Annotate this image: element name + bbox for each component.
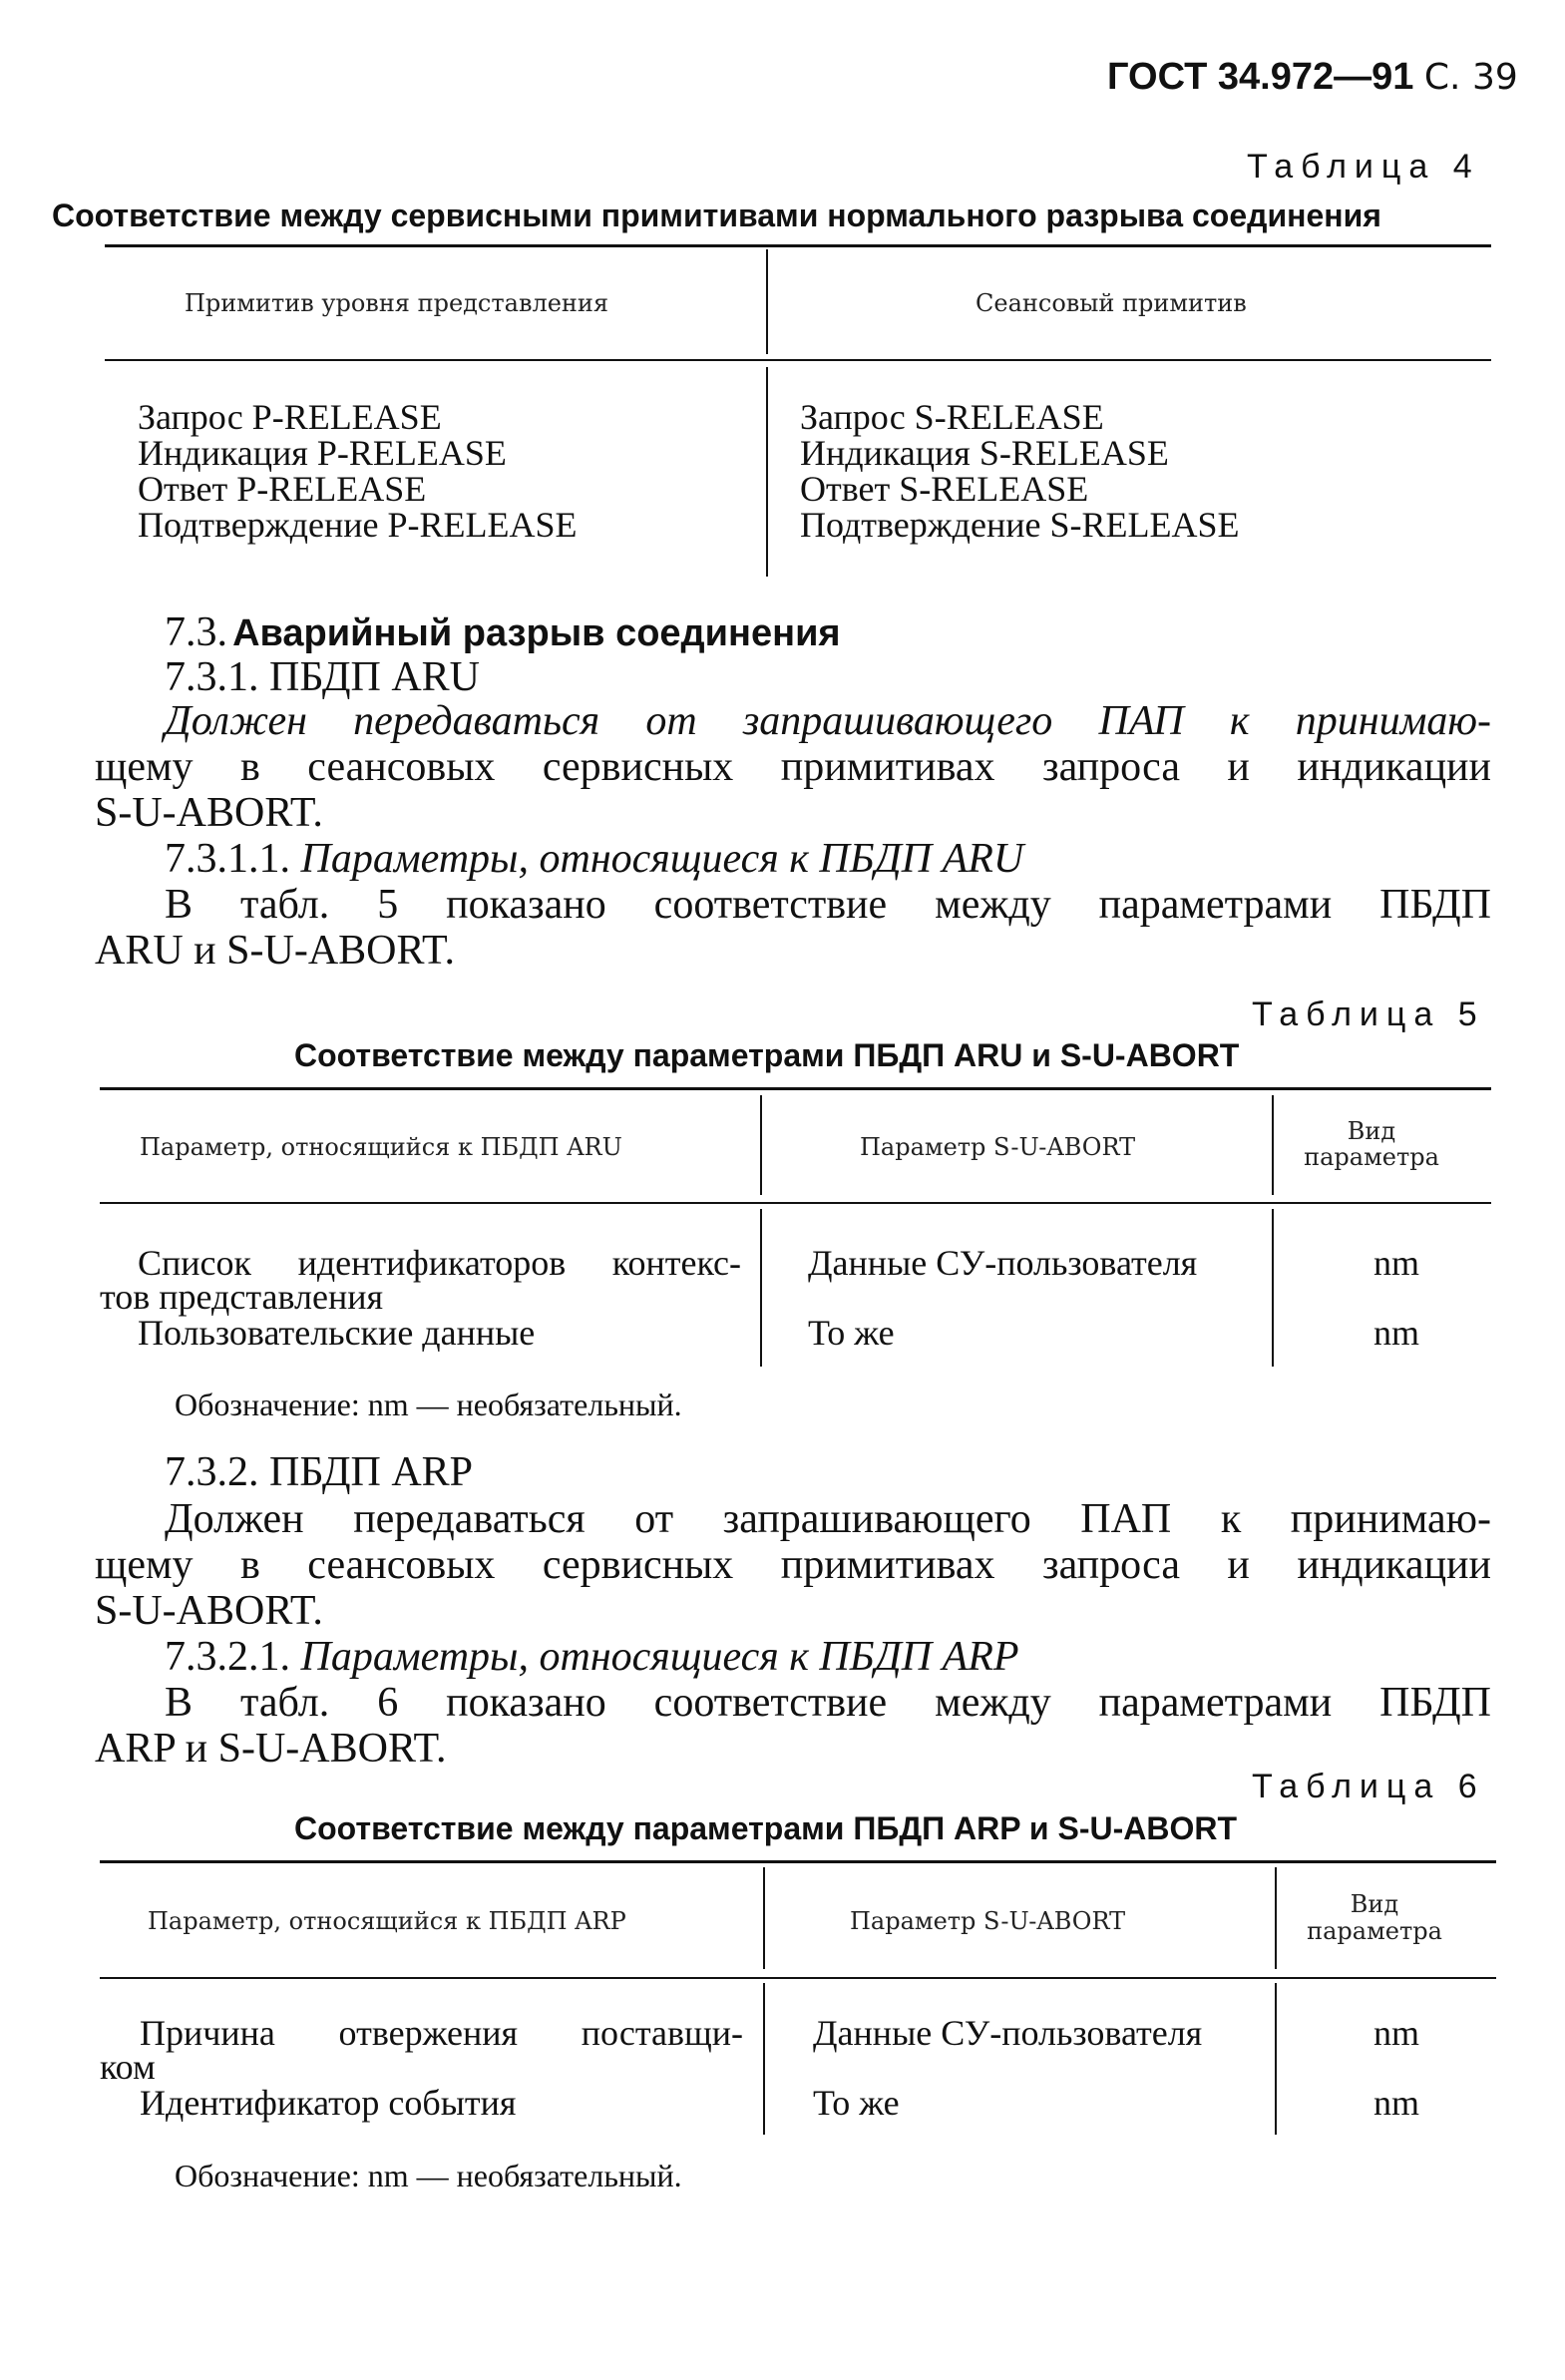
table5-row1-col3: nm <box>1372 1243 1419 1283</box>
section-7-3-1-line3: S-U-ABORT. <box>95 790 323 836</box>
table6-row2-col1: Идентификатор события <box>140 2083 517 2123</box>
table6-col3-header-line1: Вид <box>1350 1890 1399 1918</box>
table6-title: Соответствие между параметрами ПБДП ARP и S-U-ABORT <box>294 1810 1237 1846</box>
table6-row1-col2: Данные СУ-пользователя <box>813 2013 1203 2053</box>
table4-row2-col1: Индикация P-RELEASE <box>138 433 507 473</box>
table4-row2-col2: Индикация S-RELEASE <box>800 433 1169 473</box>
table5-col2-header: Параметр S-U-ABORT <box>860 1133 1136 1161</box>
table5-row2-col1: Пользовательские данные <box>138 1313 536 1353</box>
table6-label: Таблица 6 <box>1252 1768 1485 1805</box>
section-7-3-2-line1: Должен передаваться от запрашивающего ПАП к принимаю- <box>165 1496 1491 1542</box>
section-7-3-2-1-title: Параметры, относящиеся к ПБДП ARP <box>300 1634 1019 1680</box>
table6-divider1-body <box>763 1983 765 2135</box>
table6-row1-col1-line2: ком <box>100 2047 156 2087</box>
table4-row3-col1: Ответ P-RELEASE <box>138 469 427 509</box>
table6-divider2-header <box>1275 1867 1277 1969</box>
table5-note: Обозначение: nm — необязательный. <box>175 1387 682 1422</box>
table4-col1-header: Примитив уровня представления <box>185 289 609 317</box>
section-7-3-title: Аварийный разрыв соединения <box>232 612 841 654</box>
table5-row1-col1-line1: Список идентификаторов контекс- <box>138 1243 741 1283</box>
table6-header-rule <box>100 1977 1496 1979</box>
table5-col3-header-line1: Вид <box>1347 1117 1396 1145</box>
section-7-3-1-1-title: Параметры, относящиеся к ПБДП ARU <box>300 836 1024 882</box>
section-7-3-number: 7.3. <box>165 609 227 655</box>
table6-top-rule <box>100 1860 1496 1863</box>
table4-divider-body <box>766 367 768 577</box>
table4-title: Соответствие между сервисными примитивами нормального разрыва соединения <box>52 198 1381 233</box>
table5-label: Таблица 5 <box>1252 995 1485 1033</box>
section-7-3-2-1-heading <box>165 1634 1019 1680</box>
table5-divider1-header <box>760 1095 762 1195</box>
page-number: С. 39 <box>1423 57 1518 98</box>
table6-col1-header: Параметр, относящийся к ПБДП ARP <box>148 1907 626 1935</box>
table6-row2-col2: То же <box>813 2083 900 2123</box>
table5-divider2-header <box>1272 1095 1274 1195</box>
section-7-3-1-heading: 7.3.1. ПБДП ARU <box>165 654 481 700</box>
table6-divider2-body <box>1275 1983 1277 2135</box>
table4-row4-col1: Подтверждение P-RELEASE <box>138 505 578 545</box>
table5-row1-col2: Данные СУ-пользователя <box>808 1243 1198 1283</box>
table4-divider-header <box>766 249 768 354</box>
table5-title: Соответствие между параметрами ПБДП ARU и S-U-ABORT <box>294 1037 1240 1073</box>
table5-row2-col3: nm <box>1372 1313 1419 1353</box>
table4-header-rule <box>105 359 1491 361</box>
table5-divider1-body <box>760 1209 762 1367</box>
table4-top-rule <box>105 244 1491 247</box>
table6-row1-col3: nm <box>1372 2013 1419 2053</box>
section-7-3-2-1-line2: ARP и S-U-ABORT. <box>95 1726 447 1772</box>
table6-note: Обозначение: nm — необязательный. <box>175 2158 682 2193</box>
table5-divider2-body <box>1272 1209 1274 1367</box>
page-header <box>1107 56 1518 99</box>
section-7-3-2-line3: S-U-ABORT. <box>95 1588 323 1634</box>
table6-col3-header-line2: параметра <box>1307 1917 1442 1945</box>
table5-top-rule <box>100 1087 1491 1090</box>
table4-row3-col2: Ответ S-RELEASE <box>800 469 1089 509</box>
table4-label: Таблица 4 <box>1247 148 1480 186</box>
table4-col2-header: Сеансовый примитив <box>976 289 1247 317</box>
section-7-3-2-1-line1: В табл. 6 показано соответствие между параметрами ПБДП <box>165 1680 1491 1726</box>
section-7-3-1-line1: Должен передаваться от запрашивающего ПАП к принимаю- <box>165 698 1491 744</box>
table6-row2-col3: nm <box>1372 2083 1419 2123</box>
table6-row1-col1-line1: Причина отвержения поставщи- <box>140 2013 743 2053</box>
section-7-3-2-line2: щему в сеансовых сервисных примитивах запроса и индикации <box>95 1542 1491 1588</box>
table4-row4-col2: Подтверждение S-RELEASE <box>800 505 1240 545</box>
section-7-3-1-1-line2: ARU и S-U-ABORT. <box>95 928 456 974</box>
section-7-3-2-heading: 7.3.2. ПБДП ARP <box>165 1449 474 1495</box>
table4-row1-col1: Запрос P-RELEASE <box>138 397 442 437</box>
section-7-3-1-1-heading <box>165 836 1023 882</box>
standard-number: ГОСТ 34.972—91 <box>1107 56 1414 98</box>
table5-col1-header: Параметр, относящийся к ПБДП ARU <box>140 1133 622 1161</box>
section-7-3-1-1-number: 7.3.1.1. <box>165 836 290 882</box>
table5-row2-col2: То же <box>808 1313 895 1353</box>
section-7-3-1-1-line1: В табл. 5 показано соответствие между параметрами ПБДП <box>165 882 1491 928</box>
section-7-3-2-1-number: 7.3.2.1. <box>165 1634 290 1680</box>
table5-col3-header-line2: параметра <box>1304 1143 1439 1171</box>
table6-col2-header: Параметр S-U-ABORT <box>850 1907 1126 1935</box>
table6-divider1-header <box>763 1867 765 1969</box>
table5-row1-col1-line2: тов представления <box>100 1277 384 1317</box>
section-7-3-1-line2: щему в сеансовых сервисных примитивах запроса и индикации <box>95 744 1491 790</box>
table5-header-rule <box>100 1202 1491 1204</box>
section-7-3-heading <box>165 608 841 656</box>
table4-row1-col2: Запрос S-RELEASE <box>800 397 1104 437</box>
